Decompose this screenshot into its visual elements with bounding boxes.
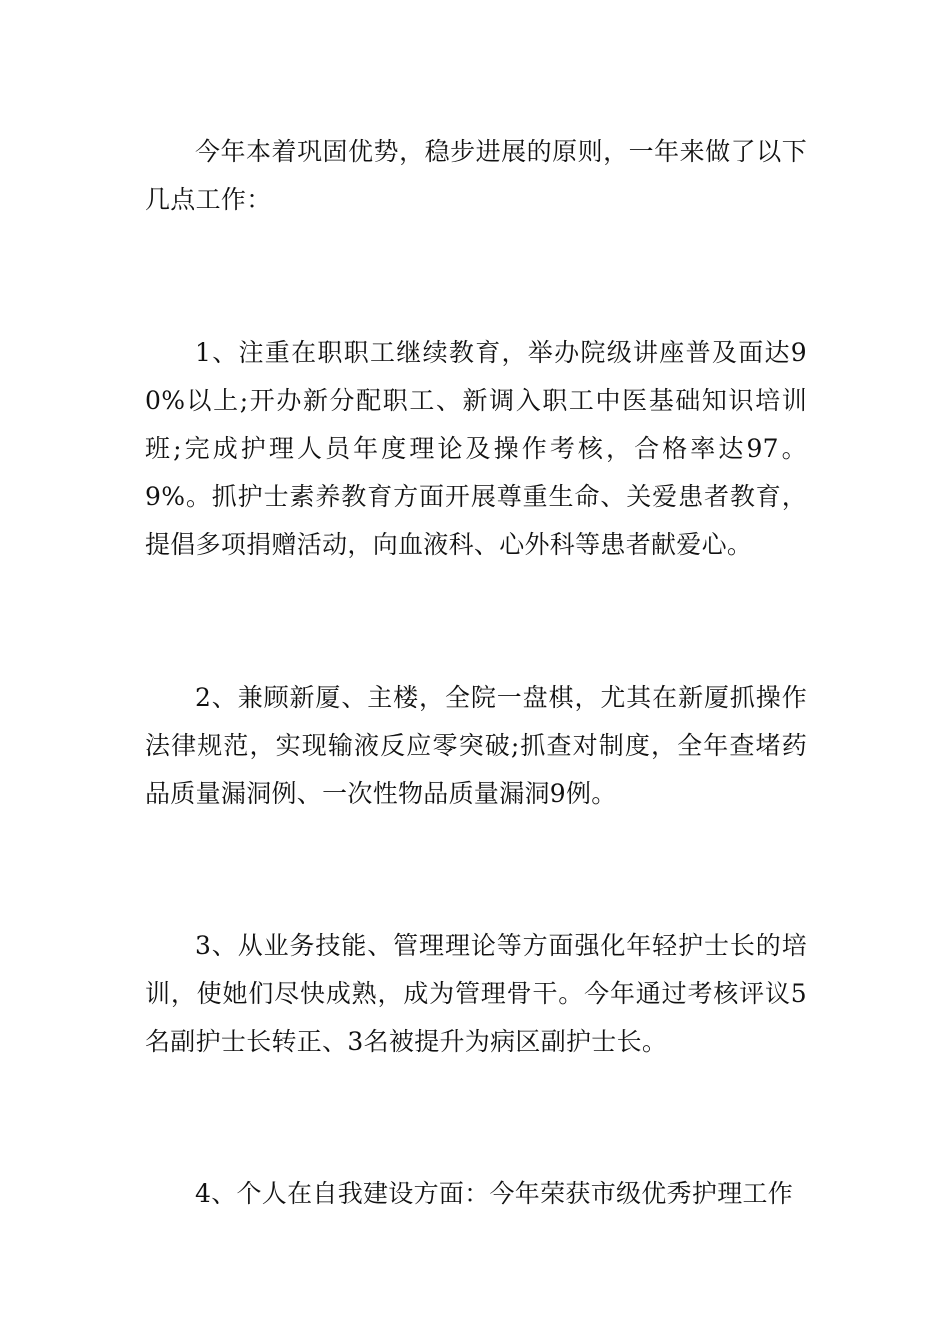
list-item-1: 1、注重在职职工继续教育，举办院级讲座普及面达90%以上;开办新分配职工、新调入职工中医基础知识培训班;完成护理人员年度理论及操作考核，合格率达97。9%。抓护士素养教育方面开展尊重生命、关爱患者教育，提倡多项捐赠活动，向血液科、心外科等患者献爱心。 (145, 338, 807, 559)
intro-paragraph: 今年本着巩固优势，稳步进展的原则，一年来做了以下几点工作： (145, 137, 807, 214)
list-item-4: 4、个人在自我建设方面：今年荣获市级优秀护理工作 (195, 1179, 794, 1208)
list-item-2: 2、兼顾新厦、主楼，全院一盘棋，尤其在新厦抓操作法律规范，实现输液反应零突破;抓查对制度，全年查堵药品质量漏洞例、一次性物品质量漏洞9例。 (145, 683, 807, 808)
list-item-3: 3、从业务技能、管理理论等方面强化年轻护士长的培训，使她们尽快成熟，成为管理骨干。今年通过考核评议5名副护士长转正、3名被提升为病区副护士长。 (145, 931, 807, 1056)
